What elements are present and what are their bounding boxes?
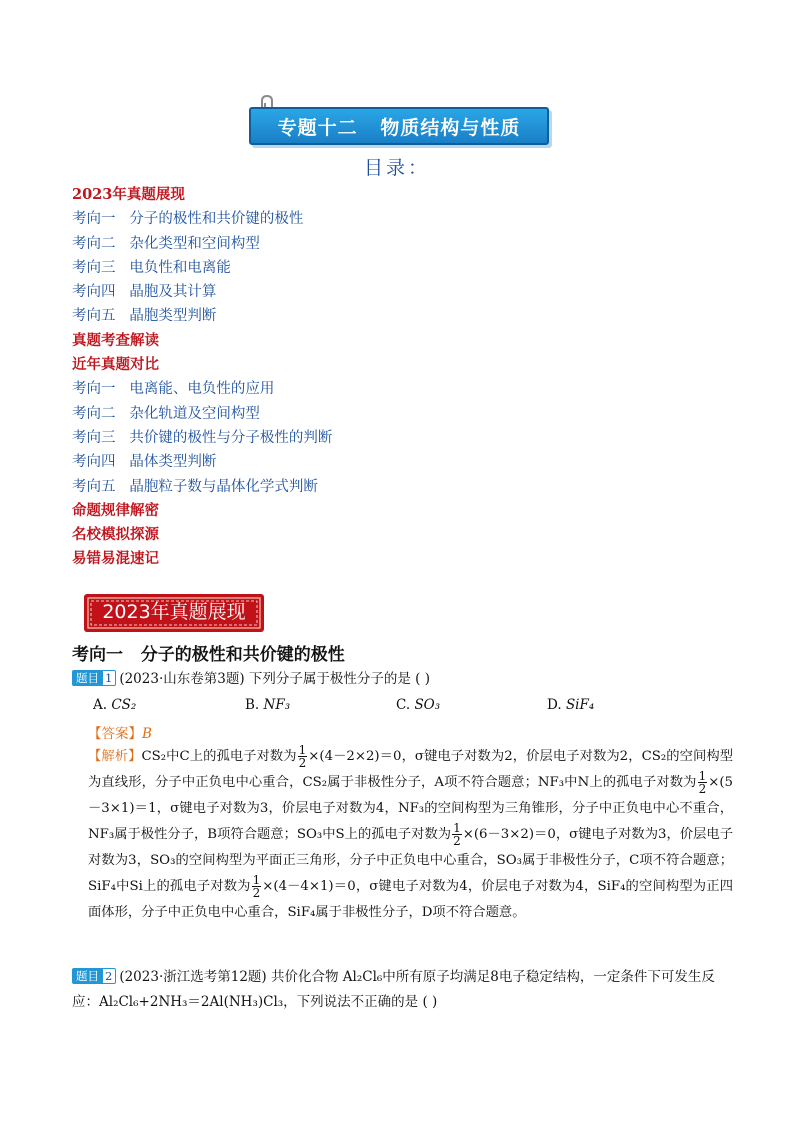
question-stem: (2023·浙江选考第12题) 共价化合物 Al₂Cl₆中所有原子均满足8电子稳定结构，一定条件下可发生反应：Al₂Cl₆+2NH₃＝2Al(NH₃)Cl₃，下列说法不正确的是 ( ) <box>72 969 715 1010</box>
analysis-paragraph <box>88 744 733 926</box>
toc-sub-item[interactable]: 考向一 分子的极性和共价键的极性 <box>72 211 304 228</box>
answer-line <box>88 722 152 742</box>
analysis-text: ×(6－3×2)＝0，σ键电子对数为3，价层电子对数为3，SO₃的空间构型为平面正三角形，分子中正负电中心重合，SO₃属于非极性分子，C项不符合题意；SiF₄中Si上的孤电子对数为 <box>88 827 733 894</box>
question-2 <box>72 965 728 1014</box>
option-c[interactable]: C. SO₃ <box>396 697 441 713</box>
toc-section-item[interactable]: 命题规律解密 <box>72 501 159 519</box>
toc-heading: 目录： <box>363 157 430 179</box>
fraction-half: $\frac{1}{2}$ <box>698 769 707 796</box>
toc-sub-item[interactable]: 考向一 电离能、电负性的应用 <box>72 381 275 398</box>
toc-sub-item[interactable]: 考向三 共价键的极性与分子极性的判断 <box>72 429 333 446</box>
option-a[interactable]: A. CS₂ <box>93 697 137 713</box>
question-number: 1 <box>101 670 116 686</box>
toc-sub-item[interactable]: 考向二 杂化类型和空间构型 <box>72 235 260 252</box>
toc-sub-item[interactable]: 考向三 电负性和电离能 <box>72 259 231 276</box>
analysis-tag: 【解析】 <box>88 749 142 764</box>
analysis-text: ×(5－3×1)＝1，σ键电子对数为3，价层电子对数为4，NF₃的空间构型为三角锥形，分子中正负电中心不重合，NF₃属于极性分子，B项符合题意；SO₃中S上的孤电子对数为 <box>88 775 733 842</box>
toc-sub-item[interactable]: 考向四 晶体类型判断 <box>72 454 217 471</box>
section-ribbon-label: 2023年真题展现 <box>102 601 246 623</box>
fraction-half: $\frac{1}{2}$ <box>298 743 307 770</box>
toc-section-item[interactable]: 近年真题对比 <box>72 356 159 374</box>
question-1 <box>72 667 728 692</box>
option-b[interactable]: B. NF₃ <box>245 697 291 713</box>
answer-tag: 【答案】 <box>88 726 142 742</box>
fraction-half: $\frac{1}{2}$ <box>453 821 461 848</box>
analysis-text: CS₂中C上的孤电子对数为 <box>141 749 297 764</box>
toc-sub-item[interactable]: 考向五 晶胞类型判断 <box>72 308 217 325</box>
analysis-text: ×(4－2×2)＝0，σ键电子对数为2，价层电子对数为2，CS₂的空间构型为直线形，分子中正负电中心重合，CS₂属于非极性分子，A项不符合题意；NF₃中N上的孤电子对数为 <box>88 749 733 790</box>
analysis-text: ×(4－4×1)＝0，σ键电子对数为4，价层电子对数为4，SiF₄的空间构型为正四面体形，分子中正负电中心重合，SiF₄属于非极性分子，D项不符合题意。 <box>88 879 733 920</box>
toc-sub-item[interactable]: 考向四 晶胞及其计算 <box>72 284 217 301</box>
question-number: 2 <box>101 968 116 984</box>
options-row <box>93 697 733 717</box>
toc-sub-item[interactable]: 考向五 晶胞粒子数与晶体化学式判断 <box>72 478 318 495</box>
question-stem: (2023·山东卷第3题) 下列分子属于极性分子的是 ( ) <box>119 671 431 687</box>
title-banner <box>249 107 549 145</box>
fraction-half: $\frac{1}{2}$ <box>252 873 261 900</box>
topic-heading: 考向一 分子的极性和共价键的极性 <box>72 645 345 665</box>
question-badge: 题目 <box>72 670 103 686</box>
toc-section-item[interactable]: 2023年真题展现 <box>72 186 185 203</box>
table-of-contents <box>72 183 332 572</box>
toc-section-item[interactable]: 真题考查解读 <box>72 331 159 349</box>
toc-section-item[interactable]: 易错易混速记 <box>72 550 159 568</box>
option-d[interactable]: D. SiF₄ <box>547 697 595 713</box>
answer-value: B <box>142 726 152 742</box>
toc-section-item[interactable]: 名校模拟探源 <box>72 526 159 544</box>
toc-sub-item[interactable]: 考向二 杂化轨道及空间构型 <box>72 405 260 422</box>
question-badge: 题目 <box>72 968 103 984</box>
page-title: 专题十二 物质结构与性质 <box>277 117 521 139</box>
